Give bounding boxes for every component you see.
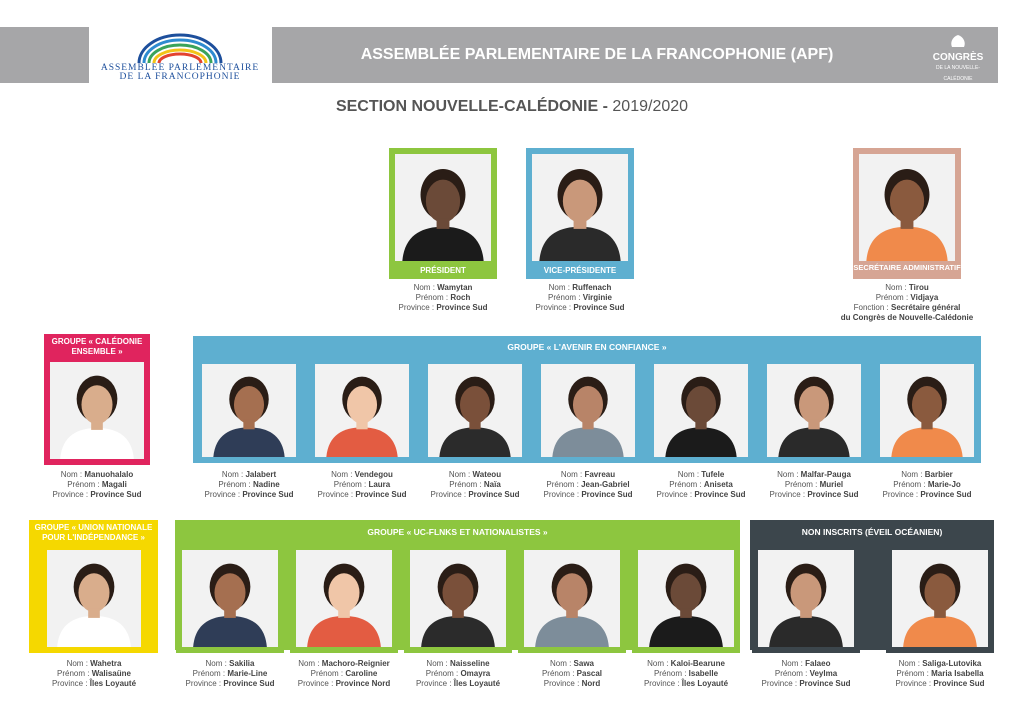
province-label: Province : (297, 679, 334, 688)
nom-label: Nom : (647, 659, 669, 668)
province-value: Îles Loyauté (453, 679, 501, 688)
portrait-photo (315, 364, 409, 457)
province-line (865, 679, 1015, 689)
nom-line (505, 283, 655, 293)
prenom-label: Prénom : (774, 669, 808, 678)
prenom-label: Prénom : (415, 293, 449, 302)
prenom-line (368, 293, 518, 303)
portrait-photo (47, 550, 141, 647)
province-label: Province : (769, 490, 806, 499)
member-card (632, 544, 740, 653)
nom-value: Tirou (908, 283, 929, 292)
fonction-value2: du Congrès de Nouvelle-Calédonie (840, 313, 974, 322)
prenom-line (19, 669, 169, 679)
role-label: VICE-PRÉSIDENTE (526, 263, 634, 279)
prenom-line (865, 669, 1015, 679)
section-name: SECTION NOUVELLE-CALÉDONIE - (335, 98, 608, 115)
portrait-photo (880, 364, 974, 457)
nom-value: Manuohalalo (84, 470, 134, 479)
member-card (176, 544, 284, 653)
apf-logo-line1: ASSEMBLEE PARLEMENTAIRE (100, 63, 260, 73)
prenom-label: Prénom : (896, 669, 929, 678)
prenom-label: Prénom : (310, 669, 344, 678)
prenom-label: Prénom : (669, 480, 702, 489)
member-photo (296, 550, 392, 647)
group-avenir-label: GROUPE « L'AVENIR EN CONFIANCE » (507, 342, 667, 352)
province-value: Province Sud (581, 490, 633, 499)
province-label: Province : (430, 490, 467, 499)
province-label: Province : (543, 679, 580, 688)
nom-line (731, 659, 881, 669)
nom-label: Nom : (777, 470, 799, 479)
page-title: ASSEMBLÉE PARLEMENTAIRE DE LA FRANCOPHONIE (APF) (360, 46, 834, 63)
prenom-label: Prénom : (653, 669, 687, 678)
nom-value: Barbier (924, 470, 953, 479)
prenom-label: Prénom : (192, 669, 226, 678)
province-label: Province : (882, 490, 919, 499)
nom-value: Saliga-Lutovika (922, 659, 982, 668)
member-photo (47, 550, 141, 647)
prenom-line (22, 480, 172, 490)
prenom-label: Prénom : (548, 293, 581, 302)
province-value: Province Sud (468, 490, 520, 499)
province-label: Province : (543, 490, 580, 499)
nom-label: Nom : (60, 470, 83, 479)
province-value: Province Sud (436, 303, 488, 312)
nom-label: Nom : (426, 659, 448, 668)
prenom-label: Prénom : (425, 669, 459, 678)
member-card (526, 148, 634, 279)
member-card (518, 544, 626, 653)
apf-logo-line2: DE LA FRANCOPHONIE (119, 72, 241, 82)
prenom-value: Caroline (345, 669, 378, 678)
prenom-line (852, 480, 1002, 490)
member-info (368, 283, 518, 313)
prenom-label: Prénom : (333, 480, 367, 489)
prenom-label: Prénom : (875, 293, 909, 302)
member-card (290, 544, 398, 653)
prenom-label: Prénom : (546, 480, 579, 489)
portrait-photo (541, 364, 635, 457)
member-card (648, 358, 754, 463)
member-card (404, 544, 512, 653)
nom-label: Nom : (885, 283, 907, 292)
member-photo (524, 550, 620, 647)
member-card (761, 358, 867, 463)
nom-value: Naisseline (450, 659, 490, 668)
fonction-value: Secrétaire général (891, 303, 961, 312)
member-card (874, 358, 980, 463)
prenom-value: Laura (368, 480, 391, 489)
member-photo (50, 362, 144, 459)
province-label: Province : (204, 490, 241, 499)
province-value: Province Sud (90, 490, 142, 499)
nom-label: Nom : (549, 659, 572, 668)
member-info (22, 470, 172, 500)
member-photo (654, 364, 748, 457)
province-label: Province : (895, 679, 932, 688)
nom-value: Machoro-Reignier (321, 659, 390, 668)
prenom-value: Muriel (819, 480, 844, 489)
nom-value: Falaeo (805, 659, 831, 668)
portrait-photo (524, 550, 620, 647)
nom-value: Tufele (701, 470, 725, 479)
member-card (196, 358, 302, 463)
nom-value: Jalabert (245, 470, 277, 479)
member-photo (880, 364, 974, 457)
nom-label: Nom : (901, 470, 923, 479)
nom-label: Nom : (413, 283, 435, 292)
province-label: Province : (185, 679, 222, 688)
nom-line (865, 659, 1015, 669)
member-photo (428, 364, 522, 457)
province-value: Province Sud (933, 679, 985, 688)
member-card (853, 148, 961, 279)
province-value: Province Sud (573, 303, 625, 312)
portrait-photo (892, 550, 988, 647)
prenom-value: Isabelle (688, 669, 719, 678)
province-label: Province : (51, 679, 88, 688)
member-card (389, 148, 497, 279)
province-label: Province : (761, 679, 798, 688)
nom-value: Vendegou (354, 470, 393, 479)
province-line (852, 490, 1002, 500)
province-label: Province : (643, 679, 680, 688)
section-year: 2019/2020 (612, 98, 689, 115)
member-photo (410, 550, 506, 647)
province-line (19, 679, 169, 689)
province-value: Nord (581, 679, 601, 688)
congres-sub: DE LA NOUVELLE-CALÉDONIE (936, 65, 980, 82)
member-photo (532, 154, 628, 261)
header-band (272, 27, 998, 83)
member-photo (395, 154, 491, 261)
province-label: Province : (535, 303, 572, 312)
portrait-photo (296, 550, 392, 647)
nom-label: Nom : (448, 470, 471, 479)
prenom-value: Jean-Gabriel (581, 480, 630, 489)
prenom-value: Naïa (483, 480, 501, 489)
group-ucflnks-label: GROUPE « UC-FLNKS ET NATIONALISTES » (367, 527, 548, 537)
prenom-value: Walisaüne (91, 669, 131, 678)
nom-label: Nom : (331, 470, 353, 479)
member-info (19, 659, 169, 689)
member-card (309, 358, 415, 463)
nom-value: Wamytan (437, 283, 473, 292)
nom-label: Nom : (548, 283, 570, 292)
nom-label: Nom : (221, 470, 244, 479)
province-value: Îles Loyauté (681, 679, 729, 688)
member-card (422, 358, 528, 463)
province-line (731, 679, 881, 689)
portrait-photo (410, 550, 506, 647)
province-label: Province : (656, 490, 693, 499)
fonction-line (832, 303, 982, 313)
header-left-band (0, 27, 89, 83)
prenom-line (832, 293, 982, 303)
portrait-photo (50, 362, 144, 459)
shell-icon (947, 33, 969, 49)
portrait-photo (767, 364, 861, 457)
nom-label: Nom : (677, 470, 700, 479)
prenom-line (731, 669, 881, 679)
province-label: Province : (398, 303, 435, 312)
prenom-label: Prénom : (893, 480, 926, 489)
nom-value: Kaloi-Bearune (670, 659, 725, 668)
member-card (752, 544, 860, 653)
province-value: Province Nord (335, 679, 391, 688)
province-value: Îles Loyauté (89, 679, 137, 688)
province-line (368, 303, 518, 313)
prenom-label: Prénom : (541, 669, 575, 678)
portrait-photo (758, 550, 854, 647)
prenom-value: Marie-Jo (927, 480, 961, 489)
prenom-value: Pascal (576, 669, 603, 678)
portrait-photo (859, 154, 955, 261)
prenom-value: Marie-Line (227, 669, 268, 678)
prenom-value: Vidjaya (910, 293, 939, 302)
member-card (886, 544, 994, 653)
congres-logo (928, 33, 988, 85)
province-value: Province Sud (799, 679, 851, 688)
group-caledonie-label: GROUPE « CALÉDONIE ENSEMBLE » (51, 337, 143, 356)
nom-value: Favreau (584, 470, 616, 479)
member-info (865, 659, 1015, 689)
prenom-value: Maria Isabella (931, 669, 984, 678)
nom-label: Nom : (560, 470, 583, 479)
portrait-photo (638, 550, 734, 647)
member-photo (202, 364, 296, 457)
nom-label: Nom : (781, 659, 803, 668)
province-label: Province : (415, 679, 452, 688)
prenom-label: Prénom : (218, 480, 251, 489)
province-value: Province Sud (242, 490, 294, 499)
member-photo (758, 550, 854, 647)
prenom-value: Nadine (253, 480, 280, 489)
portrait-photo (654, 364, 748, 457)
nom-line (852, 470, 1002, 480)
nom-label: Nom : (298, 659, 320, 668)
prenom-value: Virginie (582, 293, 612, 302)
prenom-label: Prénom : (57, 669, 90, 678)
province-line (505, 303, 655, 313)
nom-label: Nom : (66, 659, 88, 668)
member-info (832, 283, 982, 323)
portrait-photo (182, 550, 278, 647)
member-info (731, 659, 881, 689)
portrait-photo (428, 364, 522, 457)
member-photo (541, 364, 635, 457)
congres-label: CONGRÈS (932, 52, 984, 63)
province-label: Province : (317, 490, 354, 499)
nom-value: Sawa (573, 659, 595, 668)
fonction-label: Fonction : (853, 303, 889, 312)
nom-value: Ruffenach (572, 283, 612, 292)
prenom-value: Roch (450, 293, 471, 302)
portrait-photo (202, 364, 296, 457)
section-title (0, 98, 1024, 116)
province-value: Province Sud (694, 490, 746, 499)
member-card (44, 356, 150, 465)
province-value: Province Sud (920, 490, 972, 499)
nom-label: Nom : (898, 659, 920, 668)
prenom-value: Magali (101, 480, 127, 489)
nom-label: Nom : (205, 659, 227, 668)
member-info (852, 470, 1002, 500)
role-label: PRÉSIDENT (389, 263, 497, 279)
nom-value: Sakilia (229, 659, 255, 668)
prenom-value: Veylma (809, 669, 838, 678)
nom-value: Malfar-Pauga (800, 470, 851, 479)
prenom-label: Prénom : (67, 480, 100, 489)
member-photo (182, 550, 278, 647)
province-value: Province Sud (807, 490, 859, 499)
prenom-label: Prénom : (784, 480, 818, 489)
portrait-photo (395, 154, 491, 261)
apf-logo (89, 27, 271, 83)
member-photo (315, 364, 409, 457)
group-noninscrits-label: NON INSCRITS (ÉVEIL OCÉANIEN) (801, 527, 943, 537)
member-photo (767, 364, 861, 457)
prenom-label: Prénom : (449, 480, 482, 489)
nom-value: Wateou (472, 470, 502, 479)
member-photo (859, 154, 955, 261)
nom-line (368, 283, 518, 293)
prenom-value: Aniseta (703, 480, 733, 489)
province-line (22, 490, 172, 500)
member-card (535, 358, 641, 463)
prenom-line (505, 293, 655, 303)
member-info (505, 283, 655, 313)
member-card (41, 544, 147, 653)
province-value: Province Sud (355, 490, 407, 499)
member-photo (638, 550, 734, 647)
member-photo (892, 550, 988, 647)
nom-line (832, 283, 982, 293)
nom-line (19, 659, 169, 669)
nom-value: Wahetra (90, 659, 122, 668)
portrait-photo (532, 154, 628, 261)
nom-line (22, 470, 172, 480)
province-label: Province : (52, 490, 89, 499)
fonction-line2 (832, 313, 982, 323)
prenom-value: Omayra (460, 669, 491, 678)
province-value: Province Sud (223, 679, 275, 688)
role-label: SECRÉTAIRE ADMINISTRATIF (853, 263, 961, 279)
group-union-label: GROUPE « UNION NATIONALE POUR L'INDÉPENDANCE » (34, 523, 153, 542)
